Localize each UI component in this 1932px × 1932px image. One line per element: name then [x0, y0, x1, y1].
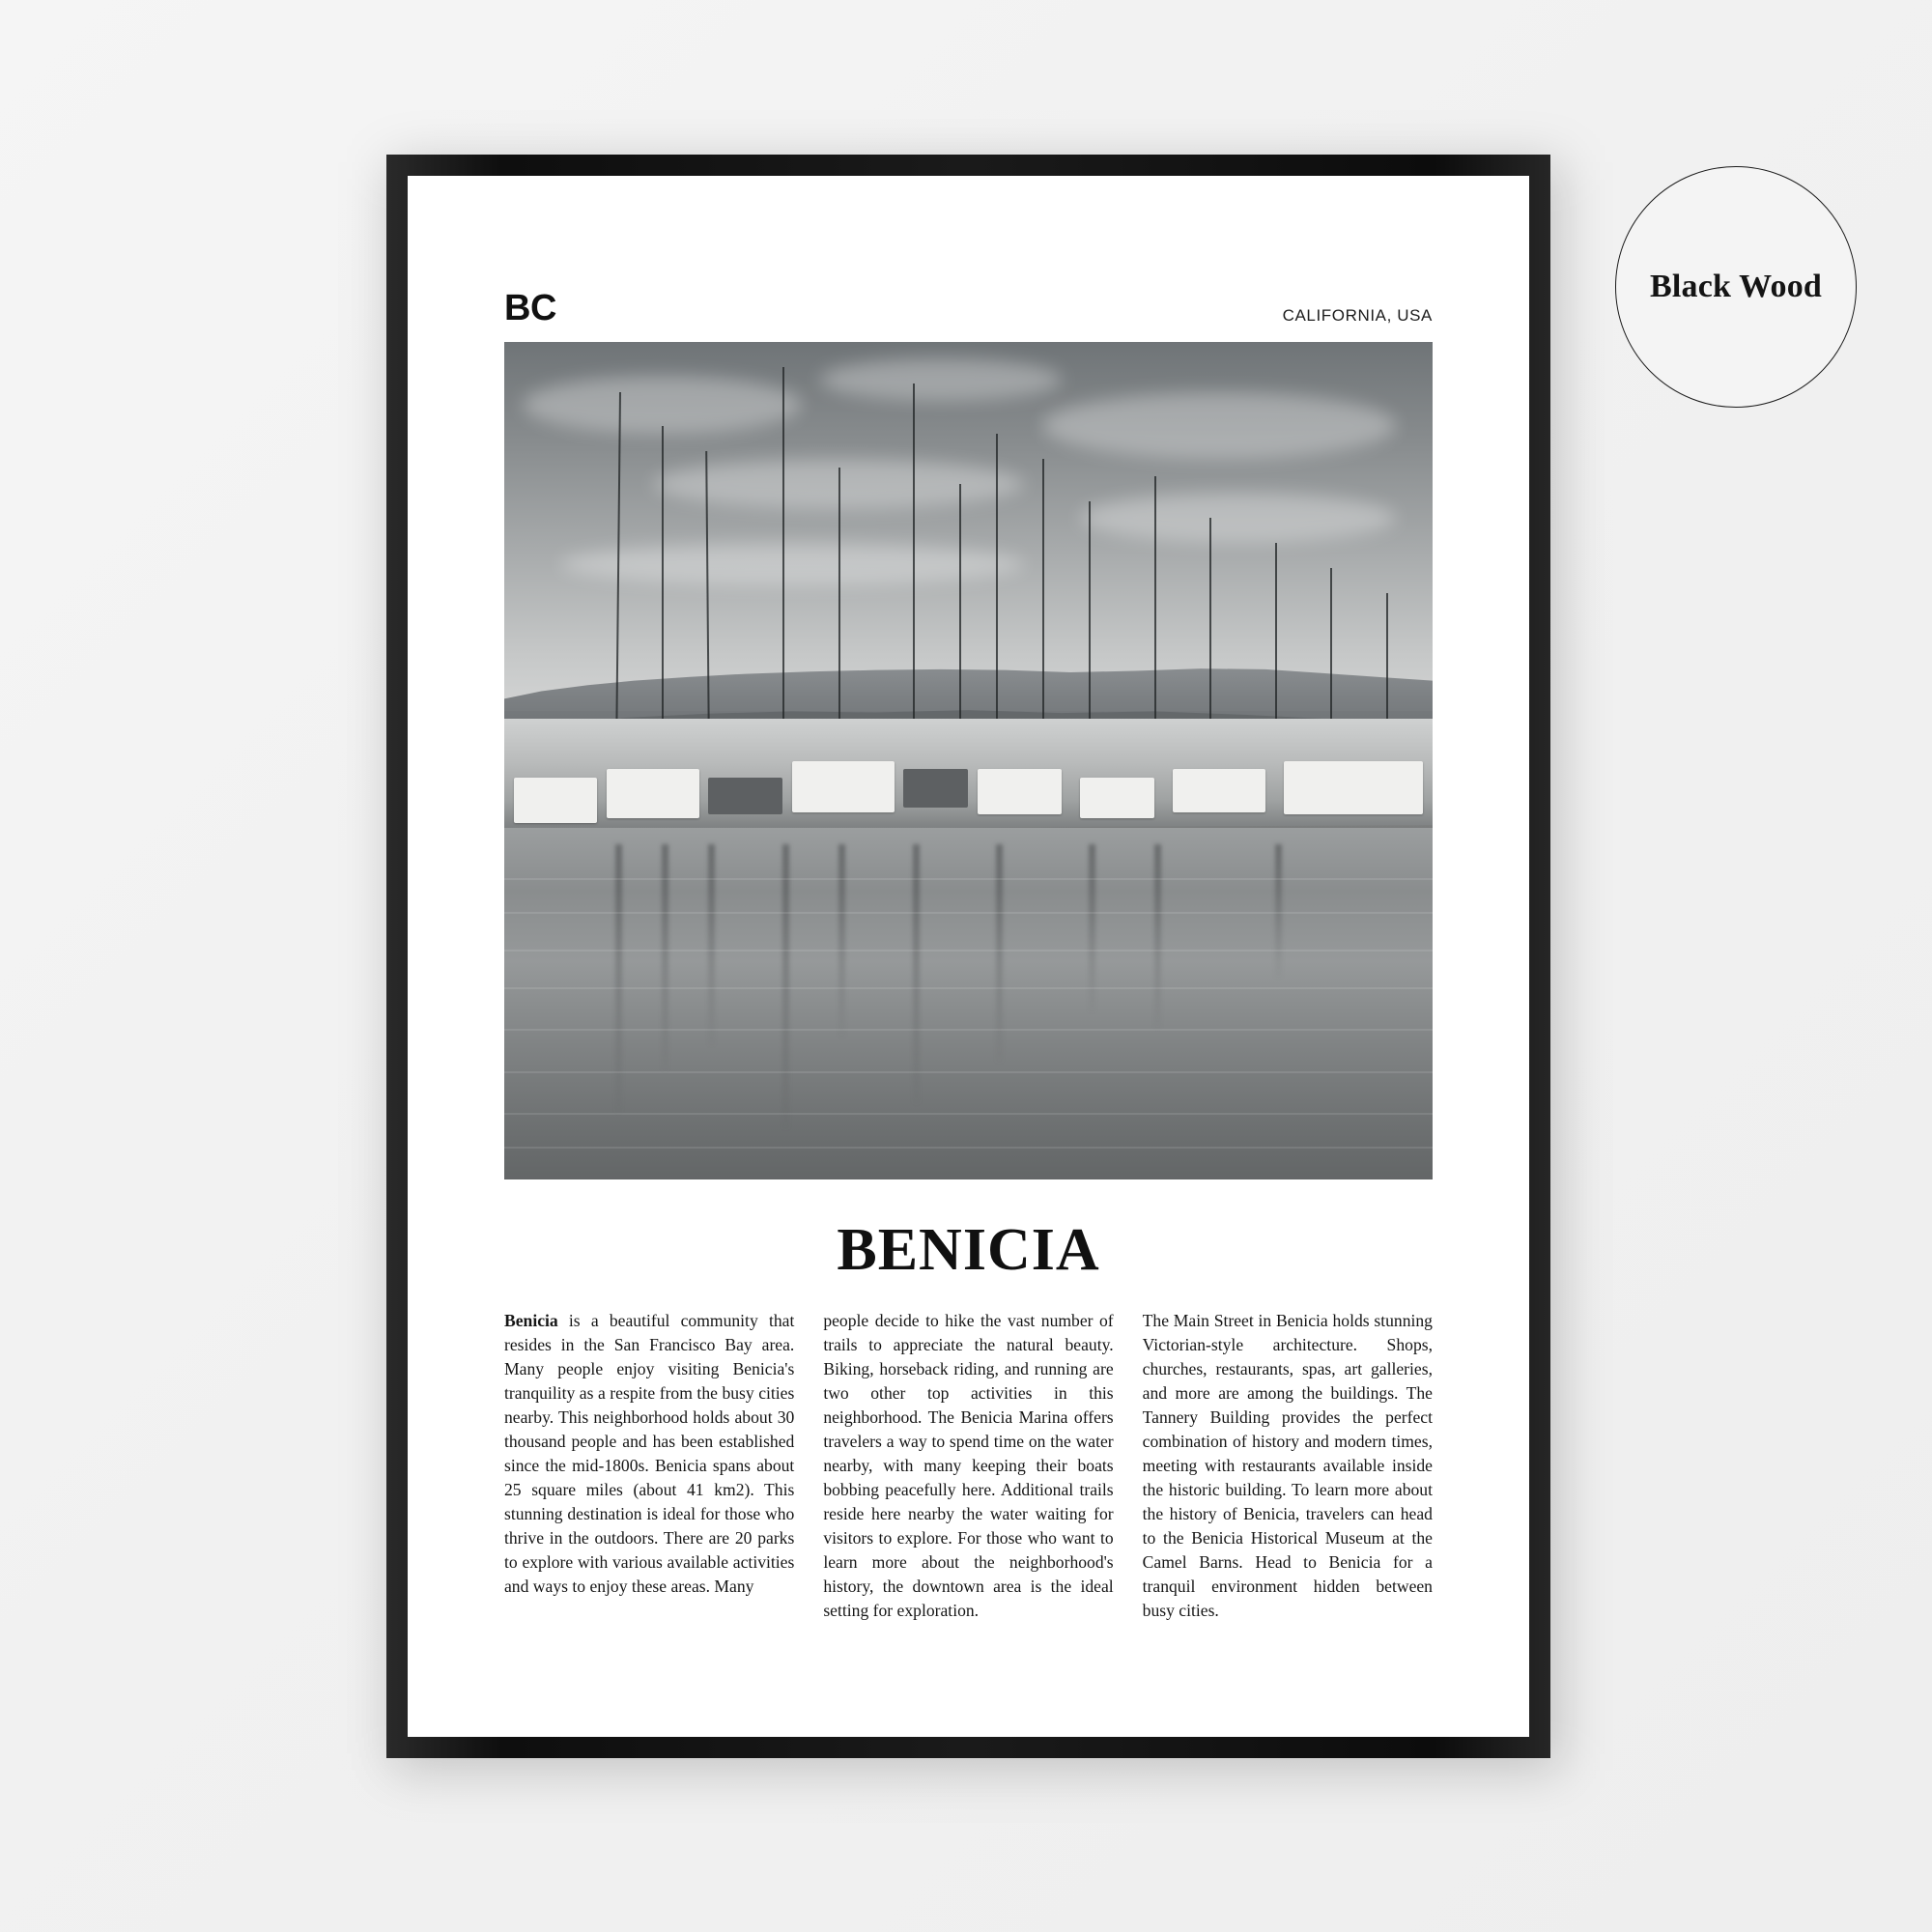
poster-brand-mark: BC [504, 288, 556, 328]
water-ripple [504, 1071, 1433, 1073]
boat-hull [978, 769, 1061, 814]
poster-header [504, 290, 1433, 327]
poster-artwork [408, 176, 1529, 1737]
body-text: The Main Street in Benicia holds stunning Victorian-style architecture. Shops, churches, restaurants, spas, art galleries, and more are among the buildings. The Tannery Building provides the perfect combination of history and modern times, meeting with restaurants available inside the historic building. To learn more about the history of Benicia, travelers can head to the Benicia Historical Museum at the Camel Barns. Head to Benicia for a tranquil environment hidden between busy cities. [1142, 1311, 1433, 1621]
water-ripple [504, 878, 1433, 880]
mast-reflection [708, 844, 715, 1045]
boat-hull-dark [708, 778, 782, 814]
mast-reflection [1154, 844, 1161, 1029]
cloud-shape [560, 543, 1025, 584]
sailboat-mast [996, 434, 998, 760]
boat-hull [514, 778, 597, 823]
boat-hull [1080, 778, 1154, 818]
mast-reflection [838, 844, 845, 1037]
cloud-shape [820, 358, 1062, 400]
picture-frame [386, 155, 1550, 1758]
body-text: people decide to hike the vast number of trails to appreciate the natural beauty. Biking, horseback riding, and running are two other top activities in this neighborhood. The Benicia Marina offers travelers a way to spend time on the water nearby, with many keeping their boats bobbing peacefully here. Additional trails reside here nearby the water waiting for visitors to explore. For those who want to learn more about the neighborhood's history, the downtown area is the ideal setting for exploration. [823, 1311, 1114, 1621]
poster-body-columns [504, 1309, 1433, 1623]
water-ripple [504, 1113, 1433, 1115]
boat-hull-dark [903, 769, 968, 808]
body-column-3 [1143, 1309, 1433, 1623]
water-ripple [504, 912, 1433, 914]
water-ripple [504, 950, 1433, 952]
boat-hull [1173, 769, 1265, 812]
boat-hull [607, 769, 699, 817]
water-ripple [504, 1147, 1433, 1149]
boat-hull [792, 761, 895, 813]
body-lead-word: Benicia [504, 1311, 558, 1331]
photo-water [504, 828, 1433, 1179]
body-text: is a beautiful community that resides in the San Francisco Bay area. Many people enjoy visiting Benicia's tranquility as a respite from the busy cities nearby. This neighborhood holds about 30 thousand people and has been established since the mid-1800s. Benicia spans about 25 square miles (about 41 km2). This stunning destination is ideal for those who thrive in the outdoors. There are 20 parks to explore with various available activities and ways to enjoy these areas. Many [504, 1311, 795, 1597]
poster-photograph [504, 342, 1433, 1179]
cloud-shape [1042, 392, 1395, 459]
poster-title: BENICIA [837, 1217, 1100, 1284]
body-column-1 [504, 1309, 794, 1623]
sailboat-mast [838, 468, 840, 761]
frame-mat [408, 176, 1529, 1737]
frame-material-badge [1615, 166, 1857, 408]
body-column-2 [823, 1309, 1113, 1623]
cloud-shape [1080, 493, 1396, 543]
water-ripple [504, 987, 1433, 989]
boat-hull [1284, 761, 1423, 815]
water-ripple [504, 1029, 1433, 1031]
mast-reflection [913, 844, 920, 1104]
frame-material-label: Black Wood [1649, 269, 1823, 304]
sailboat-mast [1042, 459, 1044, 760]
sailboat-mast [782, 367, 784, 761]
poster-location-label: CALIFORNIA, USA [1282, 306, 1433, 325]
sailboat-mast [662, 426, 664, 761]
sailboat-mast [913, 384, 915, 760]
